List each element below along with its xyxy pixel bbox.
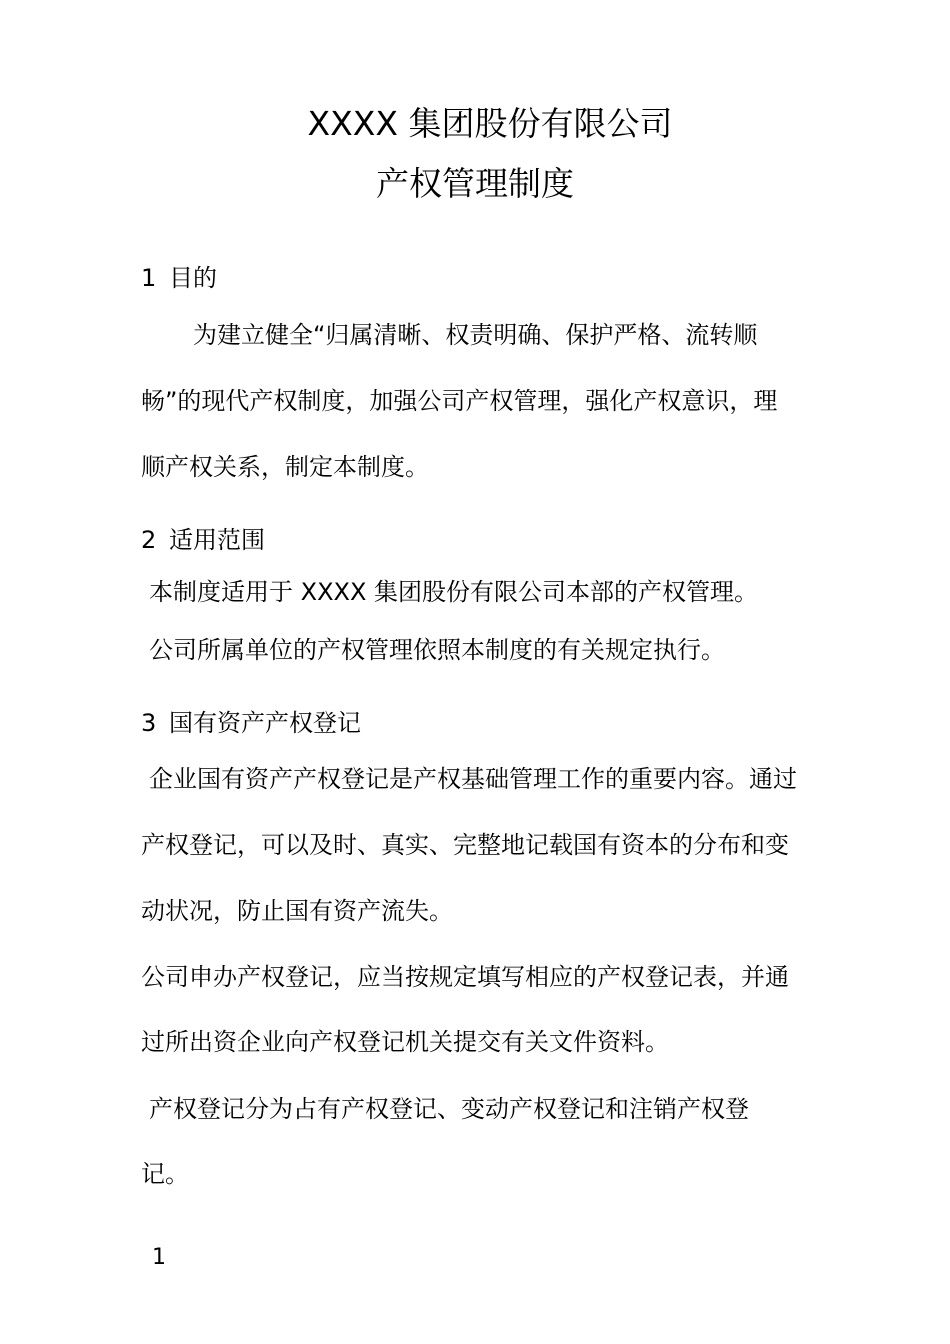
paragraph-line: 顺产权关系，制定本制度。 — [141, 453, 429, 481]
section-number: 3 — [141, 709, 157, 737]
document-title-company: XXXX 集团股份有限公司 — [307, 104, 673, 143]
paragraph-line: 公司申办产权登记，应当按规定填写相应的产权登记表，并通 — [141, 963, 789, 991]
paragraph-line: 本制度适用于 XXXX 集团股份有限公司本部的产权管理。 — [149, 578, 759, 606]
paragraph-line: 畅”的现代产权制度，加强公司产权管理，强化产权意识，理 — [141, 387, 778, 415]
section-title: 目的 — [169, 264, 217, 292]
paragraph-line: 产权登记分为占有产权登记、变动产权登记和注销产权登 — [149, 1095, 749, 1123]
section-heading-1 — [141, 262, 217, 294]
section-title: 国有资产产权登记 — [169, 709, 361, 737]
paragraph-line: 为建立健全“归属清晰、权责明确、保护严格、流转顺 — [193, 321, 758, 349]
paragraph-line: 企业国有资产产权登记是产权基础管理工作的重要内容。通过 — [149, 765, 797, 793]
document-title-subject: 产权管理制度 — [376, 164, 574, 203]
section-number: 1 — [141, 264, 157, 292]
page-number: 1 — [152, 1245, 166, 1270]
paragraph-line: 公司所属单位的产权管理依照本制度的有关规定执行。 — [149, 636, 725, 664]
paragraph-line: 产权登记，可以及时、真实、完整地记载国有资本的分布和变 — [141, 831, 789, 859]
paragraph-line: 动状况，防止国有资产流失。 — [141, 897, 453, 925]
section-heading-3 — [141, 707, 361, 739]
section-heading-2 — [141, 524, 265, 556]
paragraph-line: 记。 — [141, 1160, 189, 1188]
section-number: 2 — [141, 526, 157, 554]
paragraph-line: 过所出资企业向产权登记机关提交有关文件资料。 — [141, 1028, 669, 1056]
section-title: 适用范围 — [169, 526, 265, 554]
